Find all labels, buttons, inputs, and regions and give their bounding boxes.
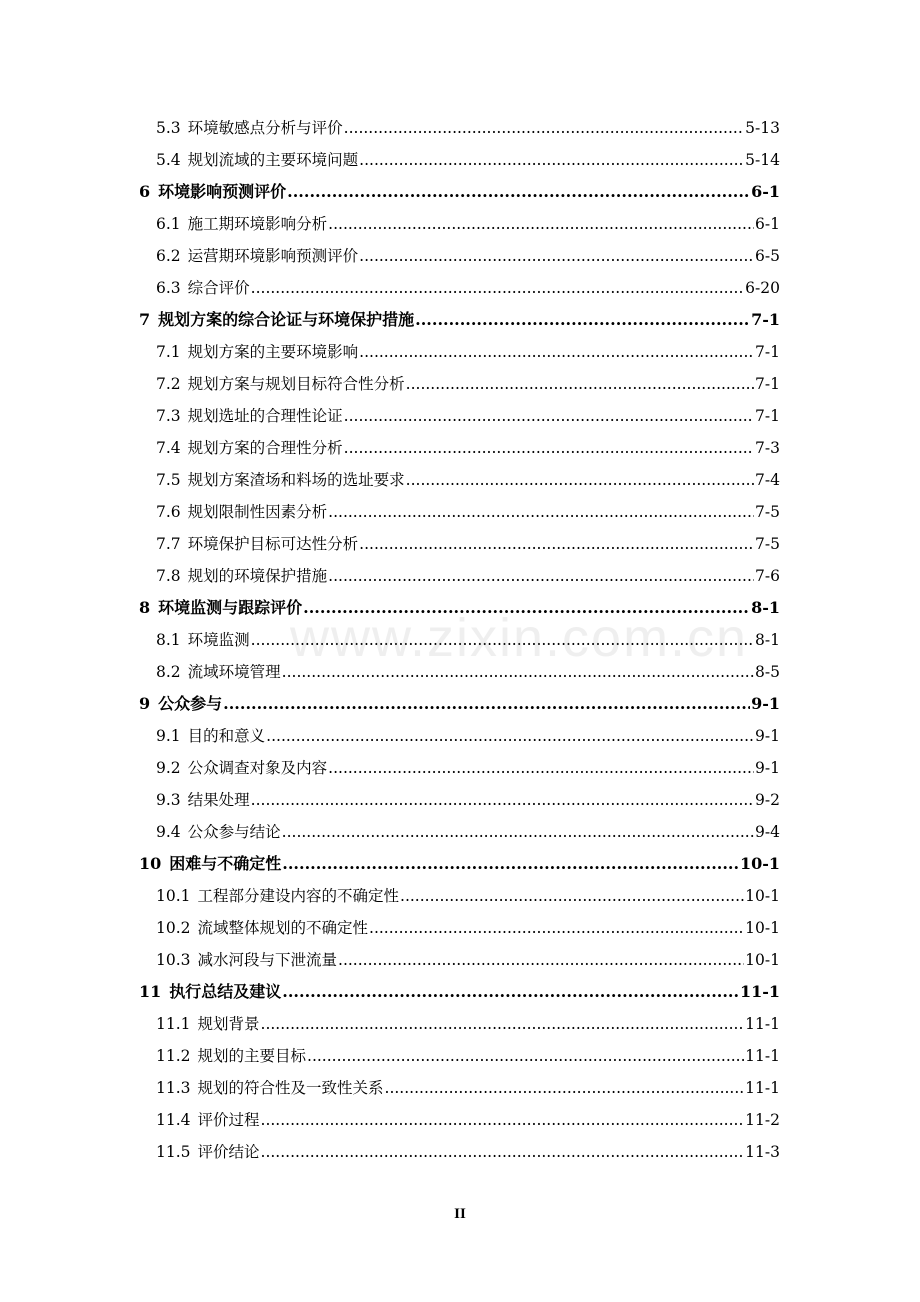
toc-entry-title: 运营期环境影响预测评价 (187, 247, 359, 265)
toc-entry-number: 10.3 (156, 951, 191, 969)
toc-entry-title: 困难与不确定性 (169, 854, 282, 873)
toc-entry-page: 7-3 (755, 439, 780, 457)
toc-section-entry[interactable] (156, 948, 780, 972)
toc-leader-dots (359, 244, 754, 268)
toc-entry-title: 环境敏感点分析与评价 (187, 119, 343, 137)
toc-entry-title: 规划限制性因素分析 (187, 503, 328, 521)
toc-entry-page: 9-1 (755, 759, 780, 777)
toc-entry-number: 11.4 (156, 1111, 191, 1129)
toc-leader-dots (282, 852, 739, 876)
toc-leader-dots (251, 276, 745, 300)
toc-entry-title: 流域环境管理 (187, 663, 281, 681)
toc-chapter-entry[interactable] (139, 980, 780, 1004)
toc-leader-dots (359, 148, 744, 172)
toc-entry-page: 8-1 (755, 631, 780, 649)
toc-entry-number: 8.1 (156, 631, 181, 649)
toc-leader-dots (287, 180, 750, 204)
toc-section-entry[interactable] (156, 148, 780, 172)
page-number: II (454, 1206, 466, 1222)
toc-entry-page: 11-1 (739, 982, 780, 1001)
toc-section-entry[interactable] (156, 500, 780, 524)
toc-entry-number: 7.7 (156, 535, 181, 553)
toc-entry-number: 11.3 (156, 1079, 191, 1097)
toc-entry-number: 7.6 (156, 503, 181, 521)
toc-entry-title: 施工期环境影响分析 (187, 215, 328, 233)
toc-entry-page: 7-1 (751, 310, 780, 329)
toc-leader-dots (400, 884, 744, 908)
toc-section-entry[interactable] (156, 1044, 780, 1068)
toc-entry-number: 11 (139, 982, 162, 1001)
toc-entry-title: 公众参与 (158, 694, 223, 713)
toc-section-entry[interactable] (156, 1108, 780, 1132)
toc-entry-page: 7-6 (755, 567, 780, 585)
toc-section-entry[interactable] (156, 116, 780, 140)
toc-entry-page: 11-2 (745, 1111, 780, 1129)
toc-section-entry[interactable] (156, 372, 780, 396)
toc-entry-number: 9 (139, 694, 151, 713)
toc-entry-number: 6.1 (156, 215, 181, 233)
toc-entry-number: 7.3 (156, 407, 181, 425)
toc-entry-page: 10-1 (745, 887, 780, 905)
toc-entry-title: 规划选址的合理性论证 (187, 407, 343, 425)
toc-entry-number: 7.4 (156, 439, 181, 457)
toc-leader-dots (328, 500, 754, 524)
toc-entry-title: 执行总结及建议 (169, 982, 282, 1001)
toc-entry-page: 7-1 (755, 343, 780, 361)
toc-section-entry[interactable] (156, 532, 780, 556)
toc-leader-dots (369, 916, 744, 940)
toc-entry-page: 8-5 (755, 663, 780, 681)
toc-entry-page: 5-14 (745, 151, 780, 169)
toc-entry-number: 10.2 (156, 919, 191, 937)
toc-entry-title: 流域整体规划的不确定性 (197, 919, 369, 937)
watermark: www.zixin.com.cn (290, 608, 749, 668)
toc-entry-title: 结果处理 (187, 791, 250, 809)
toc-entry-number: 10 (139, 854, 162, 873)
toc-entry-number: 9.2 (156, 759, 181, 777)
toc-entry-title: 减水河段与下泄流量 (197, 951, 338, 969)
toc-entry-page: 10-1 (745, 919, 780, 937)
toc-entry-page: 9-4 (755, 823, 780, 841)
toc-entry-title: 环境监测与跟踪评价 (158, 598, 303, 617)
toc-section-entry[interactable] (156, 1012, 780, 1036)
toc-entry-title: 规划背景 (197, 1015, 260, 1033)
toc-entry-title: 环境影响预测评价 (158, 182, 287, 201)
toc-entry-title: 规划方案渣场和料场的选址要求 (187, 471, 405, 489)
toc-entry-number: 9.3 (156, 791, 181, 809)
toc-entry-number: 6 (139, 182, 151, 201)
toc-entry-title: 规划方案的合理性分析 (187, 439, 343, 457)
toc-section-entry[interactable] (156, 724, 780, 748)
toc-entry-page: 7-1 (755, 407, 780, 425)
toc-entry-page: 11-3 (745, 1143, 780, 1161)
toc-leader-dots (261, 1012, 745, 1036)
toc-entry-page: 6-5 (755, 247, 780, 265)
toc-entry-title: 规划方案与规划目标符合性分析 (187, 375, 405, 393)
toc-leader-dots (344, 436, 754, 460)
toc-entry-page: 11-1 (745, 1015, 780, 1033)
toc-entry-number: 7.2 (156, 375, 181, 393)
toc-leader-dots (328, 564, 754, 588)
toc-leader-dots (328, 756, 754, 780)
toc-section-entry[interactable] (156, 788, 780, 812)
toc-entry-page: 6-20 (745, 279, 780, 297)
toc-leader-dots (338, 948, 744, 972)
toc-entry-page: 10-1 (745, 951, 780, 969)
toc-entry-page: 6-1 (751, 182, 780, 201)
toc-entry-title: 规划的符合性及一致性关系 (197, 1079, 384, 1097)
toc-entry-number: 6.3 (156, 279, 181, 297)
toc-section-entry[interactable] (156, 916, 780, 940)
toc-leader-dots (261, 1108, 745, 1132)
toc-section-entry[interactable] (156, 884, 780, 908)
toc-entry-page: 8-1 (751, 598, 780, 617)
toc-leader-dots (406, 372, 754, 396)
toc-entry-page: 9-2 (755, 791, 780, 809)
toc-entry-title: 公众参与结论 (187, 823, 281, 841)
toc-leader-dots (385, 1076, 745, 1100)
toc-section-entry[interactable] (156, 436, 780, 460)
toc-entry-title: 评价过程 (197, 1111, 260, 1129)
toc-leader-dots (344, 116, 745, 140)
toc-entry-number: 9.4 (156, 823, 181, 841)
toc-leader-dots (344, 404, 754, 428)
toc-entry-number: 7.5 (156, 471, 181, 489)
toc-entry-title: 规划的环境保护措施 (187, 567, 328, 585)
toc-leader-dots (415, 308, 750, 332)
toc-leader-dots (223, 692, 750, 716)
toc-entry-title: 工程部分建设内容的不确定性 (197, 887, 400, 905)
toc-entry-title: 规划的主要目标 (197, 1047, 307, 1065)
toc-chapter-entry[interactable] (139, 308, 780, 332)
toc-entry-title: 目的和意义 (187, 727, 266, 745)
toc-entry-title: 规划方案的主要环境影响 (187, 343, 359, 361)
toc-section-entry[interactable] (156, 820, 780, 844)
toc-entry-page: 7-1 (755, 375, 780, 393)
toc-chapter-entry[interactable] (139, 180, 780, 204)
toc-entry-number: 6.2 (156, 247, 181, 265)
toc-entry-title: 规划方案的综合论证与环境保护措施 (158, 310, 415, 329)
toc-section-entry[interactable] (156, 1140, 780, 1164)
toc-section-entry[interactable] (156, 756, 780, 780)
toc-leader-dots (261, 1140, 745, 1164)
toc-entry-page: 11-1 (745, 1079, 780, 1097)
toc-entry-number: 11.2 (156, 1047, 191, 1065)
toc-entry-title: 综合评价 (187, 279, 250, 297)
toc-entry-title: 规划流域的主要环境问题 (187, 151, 359, 169)
toc-leader-dots (406, 468, 754, 492)
toc-chapter-entry[interactable] (139, 852, 780, 876)
toc-entry-title: 评价结论 (197, 1143, 260, 1161)
toc-entry-page: 7-4 (755, 471, 780, 489)
toc-leader-dots (266, 724, 754, 748)
toc-leader-dots (307, 1044, 744, 1068)
toc-leader-dots (282, 820, 754, 844)
toc-section-entry[interactable] (156, 244, 780, 268)
toc-entry-page: 7-5 (755, 503, 780, 521)
toc-leader-dots (328, 212, 754, 236)
toc-chapter-entry[interactable] (139, 692, 780, 716)
toc-entry-number: 10.1 (156, 887, 191, 905)
toc-leader-dots (251, 788, 754, 812)
toc-section-entry[interactable] (156, 1076, 780, 1100)
toc-entry-title: 环境保护目标可达性分析 (187, 535, 359, 553)
toc-entry-page: 10-1 (739, 854, 780, 873)
toc-entry-number: 8.2 (156, 663, 181, 681)
toc-entry-page: 9-1 (751, 694, 780, 713)
toc-entry-number: 8 (139, 598, 151, 617)
toc-entry-page: 7-5 (755, 535, 780, 553)
toc-section-entry[interactable] (156, 340, 780, 364)
toc-entry-number: 11.5 (156, 1143, 191, 1161)
toc-section-entry[interactable] (156, 276, 780, 300)
toc-entry-number: 9.1 (156, 727, 181, 745)
toc-section-entry[interactable] (156, 212, 780, 236)
toc-section-entry[interactable] (156, 564, 780, 588)
toc-entry-number: 5.4 (156, 151, 181, 169)
toc-entry-title: 环境监测 (187, 631, 250, 649)
toc-leader-dots (359, 340, 754, 364)
toc-entry-number: 7 (139, 310, 151, 329)
toc-section-entry[interactable] (156, 468, 780, 492)
toc-entry-page: 11-1 (745, 1047, 780, 1065)
toc-entry-page: 6-1 (755, 215, 780, 233)
toc-entry-number: 5.3 (156, 119, 181, 137)
toc-entry-page: 5-13 (745, 119, 780, 137)
toc-leader-dots (282, 980, 739, 1004)
toc-entry-title: 公众调查对象及内容 (187, 759, 328, 777)
toc-entry-page: 9-1 (755, 727, 780, 745)
toc-section-entry[interactable] (156, 404, 780, 428)
toc-entry-number: 11.1 (156, 1015, 191, 1033)
toc-leader-dots (359, 532, 754, 556)
toc-entry-number: 7.1 (156, 343, 181, 361)
toc-entry-number: 7.8 (156, 567, 181, 585)
